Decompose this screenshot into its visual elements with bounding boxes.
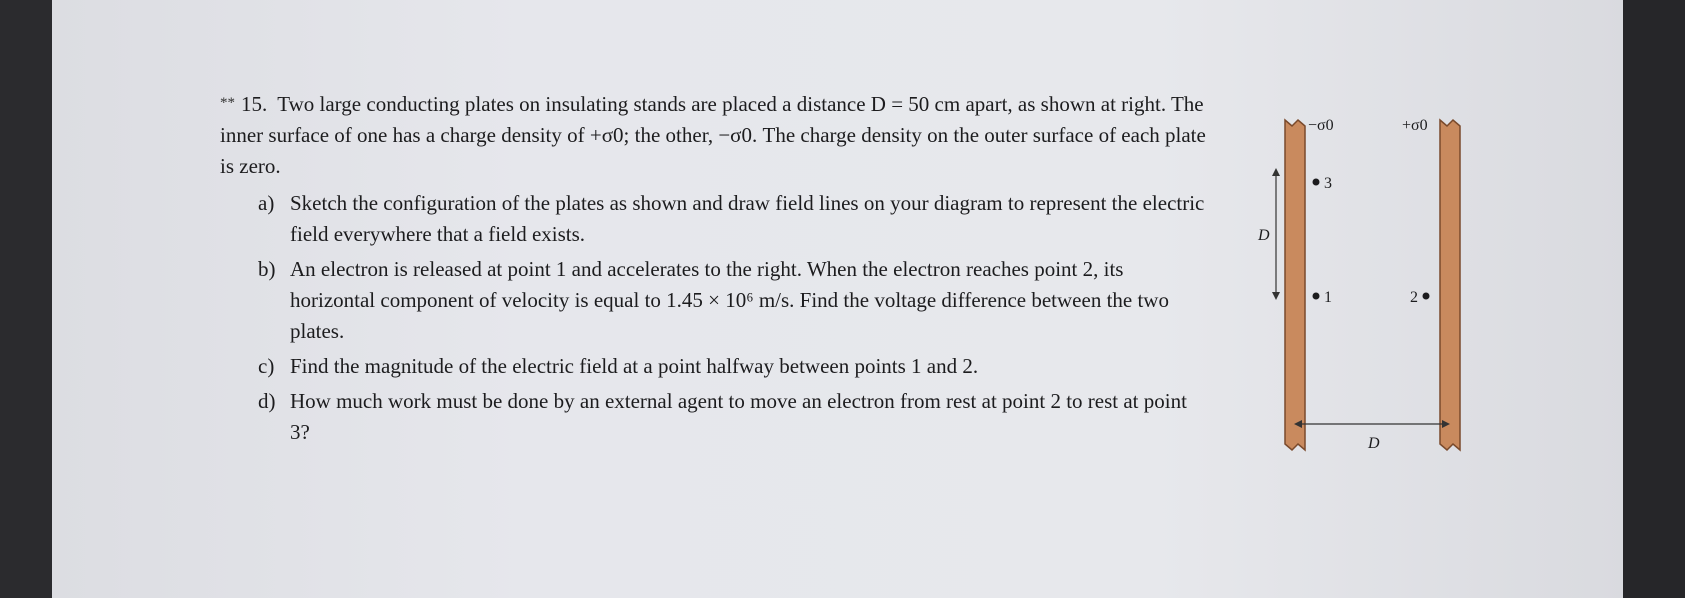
- left-charge-label: −σ0: [1308, 117, 1334, 134]
- vertical-arrow-up: [1272, 168, 1280, 176]
- difficulty-stars: **: [220, 95, 235, 111]
- part-c: [258, 351, 1210, 382]
- problem-stem-paragraph: [220, 88, 1210, 182]
- screen-edge: [1623, 0, 1685, 598]
- point-3-dot: [1313, 179, 1320, 186]
- part-b-label: b): [258, 257, 276, 281]
- point-3-label: 3: [1324, 175, 1332, 192]
- problem-15: [220, 88, 1210, 448]
- part-a: [258, 188, 1210, 250]
- horizontal-dim-label: D: [1368, 435, 1380, 452]
- problem-parts: [220, 188, 1210, 448]
- point-2-dot: [1423, 293, 1430, 300]
- part-b-text: An electron is released at point 1 and accelerates to the right. When the electron reaches point 2, its horizontal component of velocity is equal to 1.45 × 10⁶ m/s. Find the voltage difference between the two plates.: [290, 257, 1169, 343]
- part-d-text: How much work must be done by an external agent to move an electron from rest at point 2 to rest at point 3?: [290, 389, 1187, 444]
- point-2-label: 2: [1410, 289, 1418, 306]
- point-1-dot: [1313, 293, 1320, 300]
- plates-diagram: [1240, 110, 1490, 490]
- part-c-label: c): [258, 354, 275, 378]
- part-d-label: d): [258, 389, 276, 413]
- part-c-text: Find the magnitude of the electric field at a point halfway between points 1 and 2.: [290, 354, 979, 378]
- right-plate: [1440, 120, 1460, 450]
- right-charge-label: +σ0: [1402, 117, 1428, 134]
- part-d: [258, 386, 1210, 448]
- vertical-dim-label: D: [1258, 227, 1270, 244]
- point-1-label: 1: [1324, 289, 1332, 306]
- part-a-label: a): [258, 191, 275, 215]
- left-plate: [1285, 120, 1305, 450]
- problem-number: 15.: [241, 92, 268, 116]
- part-a-text: Sketch the configuration of the plates as shown and draw field lines on your diagram to represent the electric field everywhere that a field exists.: [290, 191, 1205, 246]
- problem-stem: Two large conducting plates on insulating stands are placed a distance D = 50 cm apart, as shown at right. The inner surface of one has a charge density of +σ0; the other, −σ0. The charge density on the outer surface of each plate is zero.: [220, 92, 1206, 178]
- vertical-arrow-down: [1272, 292, 1280, 300]
- part-b: [258, 254, 1210, 347]
